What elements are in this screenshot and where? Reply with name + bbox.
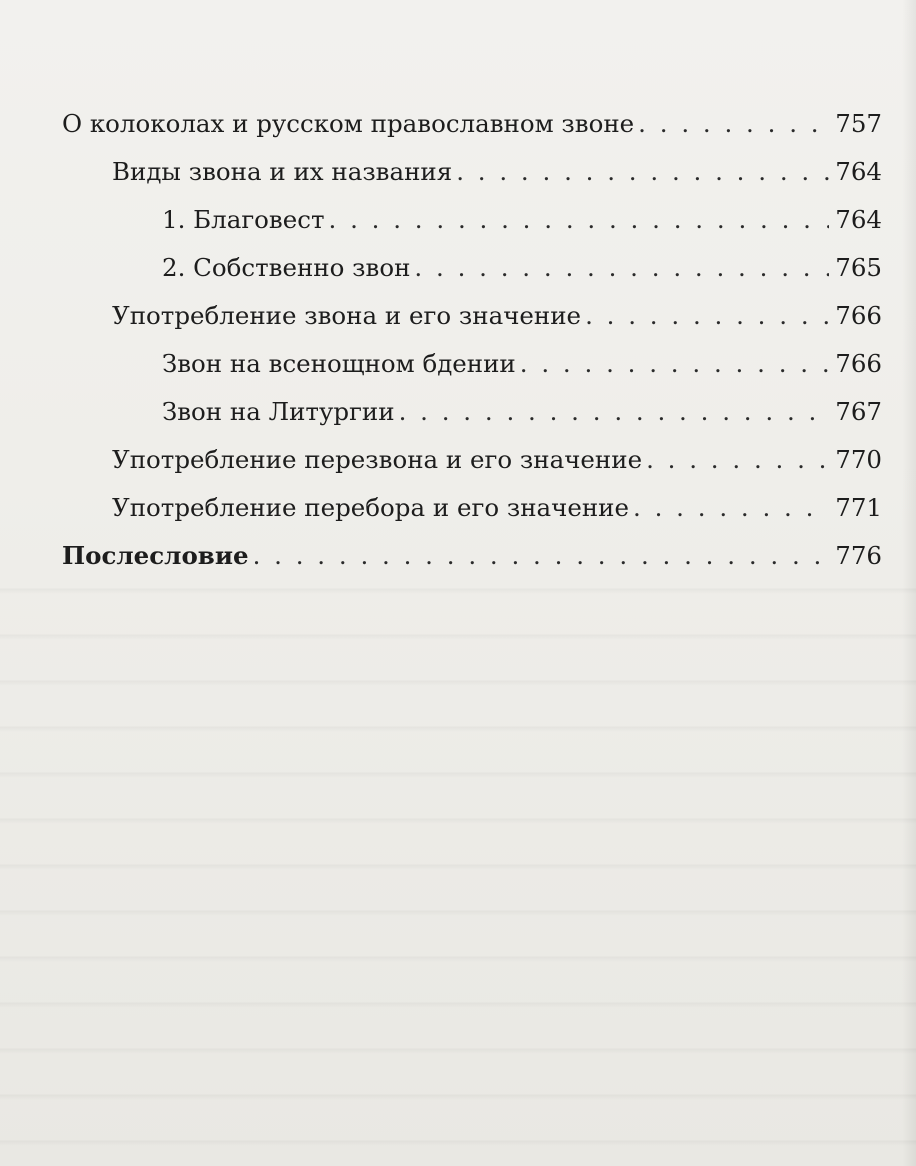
toc-leader-dots xyxy=(520,340,829,388)
toc-leader-dots xyxy=(638,100,829,148)
toc-entry-title: Виды звона и их названия xyxy=(112,157,453,186)
toc-entry-page: 765 xyxy=(835,253,882,282)
toc-leader-dots xyxy=(329,196,830,244)
toc-entry-title: Употребление звона и его значение xyxy=(112,301,582,330)
toc-leader-dots xyxy=(585,292,829,340)
toc-entry-title: Звон на Литургии xyxy=(162,397,395,426)
toc-entry xyxy=(62,340,882,388)
toc-entry-title: Употребление перезвона и его значение xyxy=(112,445,643,474)
table-of-contents xyxy=(62,100,882,580)
toc-entry-page: 767 xyxy=(835,397,882,426)
toc-entry-afterword xyxy=(62,532,882,580)
toc-entry-title: Употребление перебора и его значение xyxy=(112,493,630,522)
toc-entry-page: 770 xyxy=(835,445,882,474)
toc-entry xyxy=(62,100,882,148)
toc-leader-dots xyxy=(399,388,830,436)
toc-entry xyxy=(62,148,882,196)
toc-leader-dots xyxy=(646,436,829,484)
toc-entry-title: Послесловие xyxy=(62,541,249,570)
toc-entry xyxy=(62,292,882,340)
toc-leader-dots xyxy=(414,244,829,292)
toc-leader-dots xyxy=(456,148,829,196)
toc-entry-page: 766 xyxy=(835,349,882,378)
toc-entry-title: 1. Благовест xyxy=(162,205,325,234)
toc-entry-title: О колоколах и русском православном звоне xyxy=(62,109,635,138)
page-edge-shadow xyxy=(902,0,916,1166)
toc-entry xyxy=(62,196,882,244)
toc-entry-title: Звон на всенощном бдении xyxy=(162,349,516,378)
toc-entry xyxy=(62,484,882,532)
show-through-text xyxy=(0,560,916,1166)
toc-entry-page: 776 xyxy=(835,541,882,570)
toc-leader-dots xyxy=(633,484,829,532)
toc-entry xyxy=(62,436,882,484)
toc-entry-page: 764 xyxy=(835,205,882,234)
toc-entry xyxy=(62,244,882,292)
toc-entry xyxy=(62,388,882,436)
toc-leader-dots xyxy=(253,532,830,580)
toc-entry-title: 2. Собственно звон xyxy=(162,253,411,282)
toc-entry-page: 771 xyxy=(835,493,882,522)
toc-entry-page: 766 xyxy=(835,301,882,330)
toc-entry-page: 764 xyxy=(835,157,882,186)
toc-entry-page: 757 xyxy=(835,109,882,138)
